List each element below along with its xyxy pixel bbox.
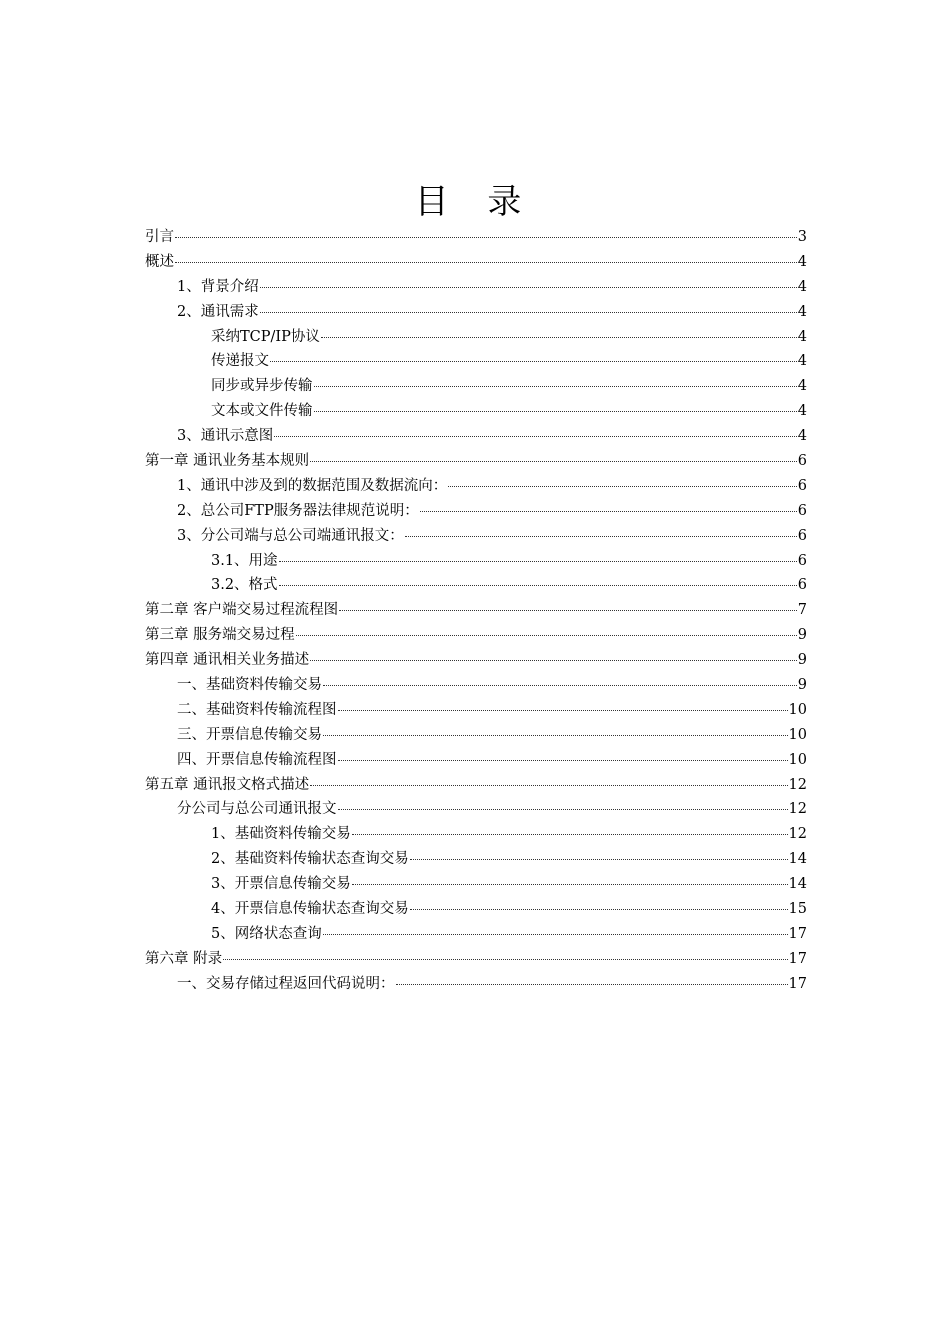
toc-entry[interactable]: [145, 748, 807, 773]
toc-entry[interactable]: [145, 325, 807, 350]
toc-page-number: 9: [797, 652, 807, 669]
dot-leader: [274, 436, 797, 437]
toc-entry[interactable]: [145, 225, 807, 250]
toc-page-number: 4: [797, 328, 807, 345]
dot-leader: [260, 312, 797, 313]
toc-page-number: 12: [788, 776, 807, 793]
toc-entry-text: 3、通讯示意图: [177, 428, 274, 445]
toc-page-number: 12: [788, 826, 807, 843]
dot-leader: [410, 909, 788, 910]
dot-leader: [223, 959, 787, 960]
toc-title: 目 录: [414, 182, 536, 222]
dot-leader: [338, 710, 788, 711]
toc-page-number: 6: [797, 477, 807, 494]
toc-entry-text: 第六章 附录: [145, 950, 223, 967]
toc-entry-text: 2、总公司FTP服务器法律规范说明：: [177, 502, 419, 519]
toc-entry-text: 同步或异步传输: [211, 378, 313, 395]
toc-entry-text: 采纳TCP/IP协议: [211, 328, 320, 345]
toc-page-number: 14: [788, 876, 807, 893]
toc-page-number: 4: [797, 303, 807, 320]
toc-entry[interactable]: [145, 947, 807, 972]
dot-leader: [410, 859, 788, 860]
toc-entry-text: 3、分公司端与总公司端通讯报文：: [177, 527, 404, 544]
dot-leader: [352, 834, 788, 835]
toc-page-number: 4: [797, 403, 807, 420]
dot-leader: [396, 984, 788, 985]
toc-page-number: 4: [797, 378, 807, 395]
toc-page-number: 4: [797, 278, 807, 295]
toc-entry-text: 四、开票信息传输流程图: [177, 751, 337, 768]
dot-leader: [420, 511, 797, 512]
dot-leader: [338, 760, 788, 761]
toc-page-number: 4: [797, 253, 807, 270]
toc-page-number: 6: [797, 502, 807, 519]
toc-entry-text: 分公司与总公司通讯报文: [177, 801, 337, 818]
toc-page-number: 6: [797, 527, 807, 544]
table-of-contents: [145, 225, 807, 997]
toc-entry-text: 一、交易存储过程返回代码说明：: [177, 975, 395, 992]
toc-entry[interactable]: [145, 474, 807, 499]
toc-entry-text: 概述: [145, 253, 174, 270]
toc-entry-text: 二、基础资料传输流程图: [177, 701, 337, 718]
toc-entry[interactable]: [145, 424, 807, 449]
toc-entry[interactable]: [145, 773, 807, 798]
toc-entry[interactable]: [145, 449, 807, 474]
dot-leader: [338, 809, 788, 810]
dot-leader: [323, 735, 788, 736]
toc-page-number: 10: [788, 751, 807, 768]
dot-leader: [310, 660, 797, 661]
dot-leader: [352, 884, 788, 885]
toc-entry[interactable]: [145, 847, 807, 872]
toc-entry[interactable]: [145, 872, 807, 897]
toc-entry-text: 2、基础资料传输状态查询交易: [211, 851, 409, 868]
toc-entry[interactable]: [145, 250, 807, 275]
dot-leader: [270, 361, 797, 362]
toc-page-number: 10: [788, 701, 807, 718]
toc-entry-text: 第四章 通讯相关业务描述: [145, 652, 310, 669]
toc-entry[interactable]: [145, 897, 807, 922]
toc-entry-text: 5、网络状态查询: [211, 925, 322, 942]
toc-entry[interactable]: [145, 374, 807, 399]
toc-page-number: 3: [797, 229, 807, 245]
toc-page-number: 6: [797, 552, 807, 569]
toc-entry-text: 1、通讯中涉及到的数据范围及数据流向：: [177, 477, 448, 494]
toc-entry[interactable]: [145, 300, 807, 325]
toc-entry[interactable]: [145, 524, 807, 549]
toc-entry-text: 第一章 通讯业务基本规则: [145, 453, 310, 470]
toc-page-number: 6: [797, 453, 807, 470]
toc-entry-text: 传递报文: [211, 353, 269, 370]
toc-entry-text: 第五章 通讯报文格式描述: [145, 776, 310, 793]
toc-page-number: 17: [788, 975, 807, 992]
dot-leader: [323, 934, 788, 935]
dot-leader: [405, 536, 797, 537]
toc-entry-text: 1、背景介绍: [177, 278, 259, 295]
toc-page-number: 17: [788, 950, 807, 967]
toc-entry-text: 3、开票信息传输交易: [211, 876, 351, 893]
toc-entry[interactable]: [145, 623, 807, 648]
toc-entry[interactable]: [145, 972, 807, 997]
toc-page-number: 14: [788, 851, 807, 868]
toc-page-number: 4: [797, 428, 807, 445]
toc-entry[interactable]: [145, 822, 807, 847]
dot-leader: [260, 287, 797, 288]
dot-leader: [339, 610, 797, 611]
toc-entry[interactable]: [145, 399, 807, 424]
toc-page-number: 15: [788, 901, 807, 918]
toc-entry-text: 3.2、格式: [211, 577, 278, 594]
toc-page-number: 17: [788, 925, 807, 942]
toc-entry-text: 1、基础资料传输交易: [211, 826, 351, 843]
toc-entry[interactable]: [145, 723, 807, 748]
toc-page-number: 12: [788, 801, 807, 818]
toc-entry[interactable]: [145, 499, 807, 524]
toc-page-number: 9: [797, 627, 807, 644]
toc-entry-text: 3.1、用途: [211, 552, 278, 569]
toc-entry[interactable]: [145, 673, 807, 698]
toc-entry[interactable]: [145, 573, 807, 598]
toc-entry-text: 引言: [145, 229, 174, 245]
toc-entry[interactable]: [145, 549, 807, 574]
toc-entry-text: 2、通讯需求: [177, 303, 259, 320]
dot-leader: [279, 585, 797, 586]
toc-entry-text: 第三章 服务端交易过程: [145, 627, 295, 644]
dot-leader: [448, 486, 797, 487]
dot-leader: [310, 785, 787, 786]
dot-leader: [314, 386, 797, 387]
dot-leader: [296, 635, 797, 636]
dot-leader: [175, 262, 797, 263]
toc-entry-text: 一、基础资料传输交易: [177, 677, 322, 694]
dot-leader: [279, 561, 797, 562]
toc-entry-text: 三、开票信息传输交易: [177, 726, 322, 743]
dot-leader: [314, 411, 797, 412]
toc-entry[interactable]: [145, 598, 807, 623]
dot-leader: [321, 337, 797, 338]
toc-entry[interactable]: [145, 648, 807, 673]
toc-page-number: 9: [797, 677, 807, 694]
toc-page-number: 4: [797, 353, 807, 370]
dot-leader: [175, 237, 797, 238]
toc-entry[interactable]: [145, 797, 807, 822]
toc-entry-text: 第二章 客户端交易过程流程图: [145, 602, 339, 619]
toc-entry[interactable]: [145, 275, 807, 300]
toc-page-number: 7: [797, 602, 807, 619]
toc-entry-text: 4、开票信息传输状态查询交易: [211, 901, 409, 918]
dot-leader: [323, 685, 797, 686]
toc-entry[interactable]: [145, 922, 807, 947]
toc-entry[interactable]: [145, 698, 807, 723]
toc-page-number: 6: [797, 577, 807, 594]
toc-entry[interactable]: [145, 349, 807, 374]
toc-page-number: 10: [788, 726, 807, 743]
toc-entry-text: 文本或文件传输: [211, 403, 313, 420]
dot-leader: [310, 461, 797, 462]
